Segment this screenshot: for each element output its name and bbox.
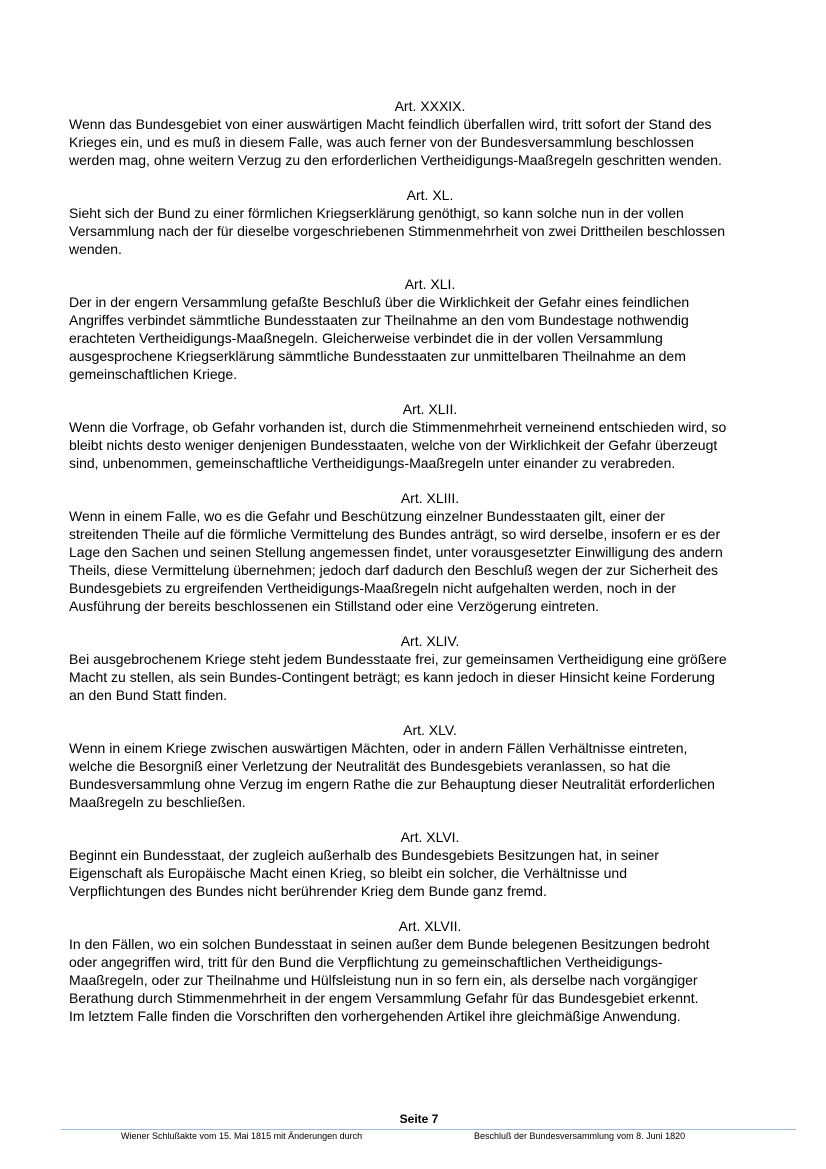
document-body (69, 97, 791, 1042)
article-text-line: In den Fällen, wo ein solchen Bundesstaat in seinen außer dem Bunde belegenen Besitzungen bedroht (69, 936, 710, 952)
article-text-line: streitenden Theile auf die förmliche Vermittelung des Bundes anträgt, so wird derselbe, insofern er es der (69, 526, 721, 542)
article-heading: Art. XLI. (404, 276, 456, 292)
article-text-line: gemeinschaftlichen Kriege. (69, 366, 238, 382)
article-text-line: Maaßregeln zu beschließen. (69, 794, 246, 810)
article-text-line: wenden. (69, 241, 122, 257)
article-text-line: Bundesgebiets zu ergreifenden Vertheidigungs-Maaßregeln nicht aufgehalten werden, noch in der (69, 580, 677, 596)
article-text-line: bleibt nichts desto weniger denjenigen Bundesstaaten, welche von der Wirklichkeit der Gefahr überzeugt (69, 437, 718, 453)
article-section (69, 721, 791, 811)
article-text-line: Maaßregeln, oder zur Theilnahme und Hülfsleistung nun in so fern ein, als derselbe nach vorgängiger (69, 972, 698, 988)
article-heading: Art. XLIII. (400, 490, 460, 506)
article-text-line: werden mag, ohne weitern Verzug zu den erforderlichen Vertheidigungs-Maaßregeln geschritten wenden. (69, 152, 722, 168)
article-text-line: Theils, diese Vermittelung übernehmen; jedoch darf dadurch den Beschluß wegen der zur Sicherheit des (69, 562, 719, 578)
article-text-line: Bundesversammlung ohne Verzug im engern Rathe die zur Behauptung dieser Neutralität erforderlichen (69, 776, 715, 792)
article-text-line: Wenn in einem Falle, wo es die Gefahr und Beschützung einzelner Bundesstaaten gilt, einer der (69, 508, 665, 524)
article-heading: Art. XLV. (403, 722, 457, 738)
article-text-line: Krieges ein, und es muß in diesem Falle, was auch ferner von der Bundesversammlung beschlossen (69, 134, 694, 150)
footer-right-text: Beschluß der Bundesversammlung vom 8. Juni 1820 (474, 1131, 686, 1141)
footer-left-text: Wiener Schlußakte vom 15. Mai 1815 mit Änderungen durch (121, 1131, 363, 1141)
article-text-line: Im letztem Falle finden die Vorschriften den vorhergehenden Artikel ihre gleichmäßige Anwendung. (69, 1008, 681, 1024)
article-section (69, 97, 791, 169)
article-text-line: oder angegriffen wird, tritt für den Bund die Verpflichtung zu gemeinschaftlichen Vertheidigungs- (69, 954, 663, 970)
article-text-line: Wenn die Vorfrage, ob Gefahr vorhanden ist, durch die Stimmenmehrheit verneinend entschieden wird, so (69, 419, 727, 435)
article-text-line: sind, unbenommen, gemeinschaftliche Vertheidigungs-Maaßregeln unter einander zu verabreden. (69, 455, 676, 471)
article-section (69, 400, 791, 472)
article-text-line: Beginnt ein Bundesstaat, der zugleich außerhalb des Bundesgebiets Besitzungen hat, in seiner (69, 847, 659, 863)
article-heading: Art. XLVI. (400, 829, 460, 845)
article-text-line: Wenn das Bundesgebiet von einer auswärtigen Macht feindlich überfallen wird, tritt sofort der Stand des (69, 116, 712, 132)
article-text-line: Berathung durch Stimmenmehrheit in der engem Versammlung Gefahr für das Bundesgebiet erkennt. (69, 990, 699, 1006)
article-text-line: welche die Besorgniß einer Verletzung der Neutralität des Bundesgebiets veranlassen, so hat die (69, 758, 671, 774)
footer-divider (61, 1129, 796, 1130)
article-text-line: Bei ausgebrochenem Kriege steht jedem Bundesstaate frei, zur gemeinsamen Vertheidigung eine größere (69, 651, 727, 667)
article-text-line: Ausführung der bereits beschlossenen ein Stillstand oder eine Verzögerung eintreten. (69, 598, 600, 614)
article-text-line: Eigenschaft als Europäische Macht einen Krieg, so bleibt ein solcher, die Verhältnisse und (69, 865, 628, 881)
article-heading: Art. XLIV. (400, 633, 460, 649)
article-section (69, 186, 791, 258)
article-text-line: Macht zu stellen, als sein Bundes-Contingent beträgt; es kann jedoch in dieser Hinsicht keine Forderung (69, 669, 715, 685)
article-section (69, 632, 791, 704)
page-number: Seite 7 (399, 1112, 439, 1126)
article-section (69, 275, 791, 383)
article-text-line: Der in der engern Versammlung gefaßte Beschluß über die Wirklichkeit der Gefahr eines feindlichen (69, 294, 690, 310)
article-text-line: Versammlung nach der für dieselbe vorgeschriebenen Stimmenmehrheit von zwei Drittheilen beschlossen (69, 223, 726, 239)
article-heading: Art. XL. (406, 187, 454, 203)
article-heading: Art. XLVII. (398, 918, 462, 934)
article-heading: Art. XXXIX. (394, 98, 466, 114)
article-text-line: erachteten Vertheidigungs-Maaßnegeln. Gleicherweise verbindet die in der vollen Versammlung (69, 330, 663, 346)
article-text-line: Wenn in einem Kriege zwischen auswärtigen Mächten, oder in andern Fällen Verhältnisse eintreten, (69, 740, 688, 756)
article-section (69, 828, 791, 900)
article-section (69, 489, 791, 615)
article-text-line: Lage den Sachen und seinen Stellung angemessen findet, unter vorausgesetzter Einwilligung des andern (69, 544, 723, 560)
article-text-line: Angriffes verbindet sämmtliche Bundesstaaten zur Theilnahme an den vom Bundestage nothwendig (69, 312, 689, 328)
article-text-line: Verpflichtungen des Bundes nicht berührender Krieg dem Bunde ganz fremd. (69, 883, 547, 899)
article-text-line: Sieht sich der Bund zu einer förmlichen Kriegserklärung genöthigt, so kann solche nun in der vollen (69, 205, 684, 221)
article-heading: Art. XLII. (402, 401, 458, 417)
article-text-line: ausgesprochene Kriegserklärung sämmtliche Bundesstaaten zur unmittelbaren Theilnahme an dem (69, 348, 686, 364)
article-section (69, 917, 791, 1025)
article-text-line: an den Bund Statt finden. (69, 687, 228, 703)
